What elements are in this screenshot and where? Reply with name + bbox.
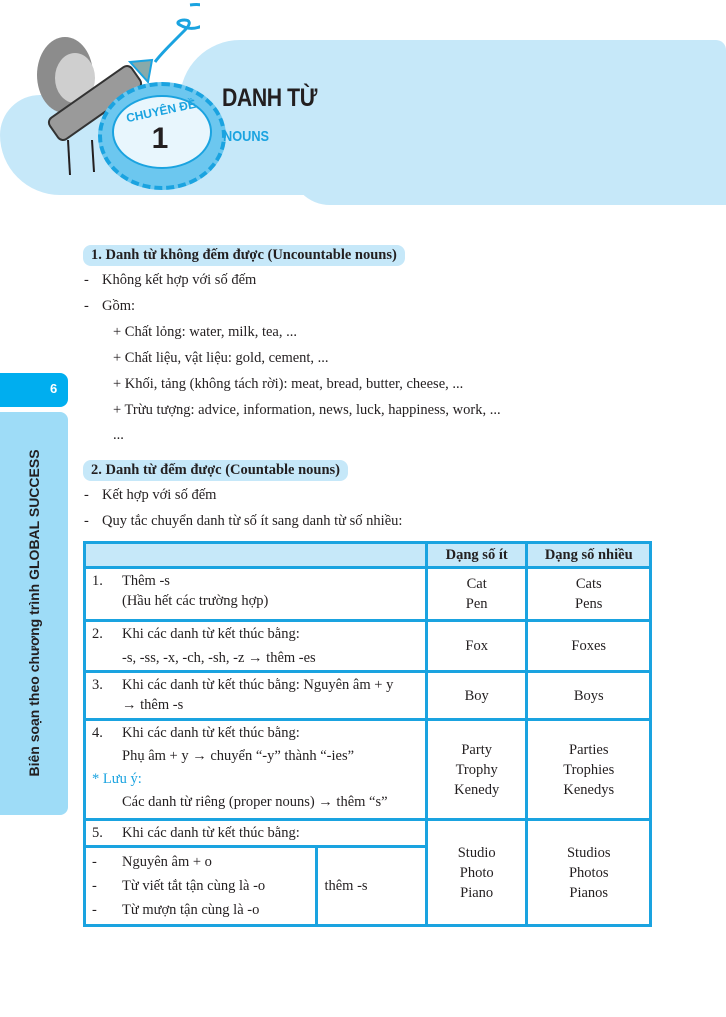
sub-rule: Từ viết tắt tận cùng là -o bbox=[122, 878, 266, 894]
plural-word: Studios bbox=[566, 844, 611, 861]
rule-number: 3. bbox=[92, 677, 103, 693]
singular-cell bbox=[426, 568, 527, 621]
rule-cell bbox=[85, 568, 427, 621]
plural-word: Pianos bbox=[569, 884, 609, 901]
note-line: Các danh từ riêng (proper nouns) → thêm “s” bbox=[122, 794, 388, 810]
table-row bbox=[85, 672, 651, 720]
sub-dash: - bbox=[92, 854, 97, 870]
bullet-dash: - bbox=[84, 513, 89, 529]
rule-line: Khi các danh từ kết thúc bằng: bbox=[122, 825, 300, 841]
rule-cell bbox=[85, 621, 427, 672]
rule-line: -s, -ss, -x, -ch, -sh, -z → thêm -es bbox=[122, 650, 316, 666]
header-cell-rule bbox=[85, 543, 427, 568]
sub-rule: Nguyên âm + o bbox=[122, 854, 212, 870]
rule-line: Phụ âm + y → chuyển “-y” thành “-ies” bbox=[122, 748, 355, 764]
sub-dash: - bbox=[92, 878, 97, 894]
plural-word: Trophies bbox=[563, 761, 615, 778]
singular-word: Studio bbox=[457, 844, 496, 861]
bullet-text: Kết hợp với số đếm bbox=[102, 487, 217, 503]
bullet-text: Gồm: bbox=[102, 298, 136, 314]
singular-word: Trophy bbox=[455, 761, 498, 778]
singular-word: Piano bbox=[460, 884, 494, 901]
sub-rule: Từ mượn tận cùng là -o bbox=[122, 902, 260, 918]
singular-word: Photo bbox=[459, 864, 494, 881]
rule-cell bbox=[85, 672, 427, 720]
plural-cell bbox=[527, 720, 651, 820]
singular-cell bbox=[426, 720, 527, 820]
table-row bbox=[85, 568, 651, 621]
plural-cell bbox=[527, 568, 651, 621]
table-row bbox=[85, 720, 651, 820]
sub-rule-cell bbox=[85, 847, 317, 926]
bullet-dash: - bbox=[84, 298, 89, 314]
sub-item: + Khối, tảng (không tách rời): meat, bread, butter, cheese, ... bbox=[113, 376, 464, 392]
rule-number: 2. bbox=[92, 626, 103, 642]
plural-rules-table bbox=[83, 541, 652, 927]
sub-item: ... bbox=[113, 427, 124, 443]
rule-line: Khi các danh từ kết thúc bằng: bbox=[122, 725, 300, 741]
singular-cell: Fox bbox=[426, 621, 527, 672]
plural-word: Photos bbox=[568, 864, 609, 881]
bullet-text: Quy tắc chuyển danh từ số ít sang danh từ số nhiều: bbox=[102, 513, 403, 529]
bullet-dash: - bbox=[84, 272, 89, 288]
plural-cell: Foxes bbox=[527, 621, 651, 672]
header-cell-singular: Dạng số ít bbox=[426, 543, 527, 568]
sub-item: + Trừu tượng: advice, information, news, luck, happiness, work, ... bbox=[113, 402, 501, 418]
page-number-tab bbox=[0, 373, 68, 407]
table-row bbox=[85, 820, 651, 847]
chapter-number: 1 bbox=[151, 122, 169, 155]
rule-cell bbox=[85, 820, 427, 847]
note-label: * Lưu ý: bbox=[92, 771, 142, 787]
sub-dash: - bbox=[92, 902, 97, 918]
chapter-badge-label: CHUYÊN ĐỀ bbox=[124, 96, 198, 126]
singular-word: Party bbox=[461, 741, 492, 758]
plural-cell: Boys bbox=[527, 672, 651, 720]
plural-word: Parties bbox=[569, 741, 609, 758]
plural-word: Kenedys bbox=[563, 781, 615, 798]
singular-word: Cat bbox=[466, 576, 487, 592]
sub-item: + Chất lỏng: water, milk, tea, ... bbox=[113, 324, 297, 340]
rule-number: 1. bbox=[92, 573, 103, 589]
plural-word: Cats bbox=[575, 576, 602, 592]
table-header-row bbox=[85, 543, 651, 568]
header-cloud bbox=[290, 150, 726, 205]
rule-line: Thêm -s bbox=[122, 573, 170, 589]
sub-rule-action: thêm -s bbox=[317, 847, 426, 926]
rule-number: 5. bbox=[92, 825, 103, 841]
page-subtitle: NOUNS bbox=[223, 128, 270, 145]
singular-cell: Boy bbox=[426, 672, 527, 720]
plural-word: Pens bbox=[575, 596, 603, 612]
singular-word: Kenedy bbox=[454, 781, 500, 798]
header-cell-plural: Dạng số nhiều bbox=[527, 543, 651, 568]
page-title: DANH TỪ bbox=[222, 84, 317, 112]
rule-line: Khi các danh từ kết thúc bằng: Nguyên âm + y bbox=[122, 677, 394, 693]
side-banner-text: Biên soạn theo chương trình GLOBAL SUCCESS bbox=[26, 449, 42, 777]
sub-item: + Chất liệu, vật liệu: gold, cement, ... bbox=[113, 350, 329, 366]
rule-line: (Hầu hết các trường hợp) bbox=[122, 593, 269, 609]
plural-cell bbox=[527, 820, 651, 926]
bullet-text: Không kết hợp với số đếm bbox=[102, 272, 257, 288]
singular-cell bbox=[426, 820, 527, 926]
bullet-dash: - bbox=[84, 487, 89, 503]
rule-cell bbox=[85, 720, 427, 820]
rule-line: → thêm -s bbox=[122, 697, 184, 713]
table-row bbox=[85, 621, 651, 672]
rule-line: Khi các danh từ kết thúc bằng: bbox=[122, 626, 300, 642]
page-number: 6 bbox=[50, 381, 58, 396]
singular-word: Pen bbox=[465, 596, 488, 612]
rule-number: 4. bbox=[92, 725, 103, 741]
section-heading: 2. Danh từ đếm được (Countable nouns) bbox=[83, 460, 348, 481]
section-heading: 1. Danh từ không đếm được (Uncountable nouns) bbox=[83, 245, 405, 266]
